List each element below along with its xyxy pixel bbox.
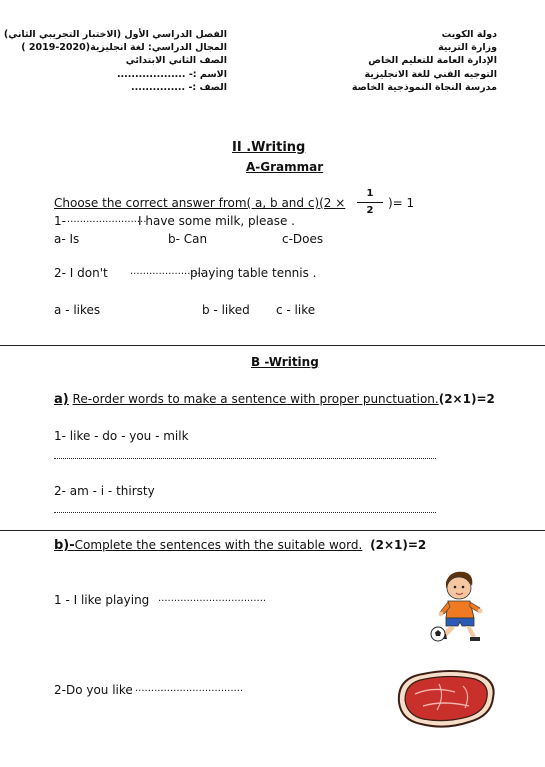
header-left-line: الفصل الدراسي الأول (الاختبار التجريبي الثاني): [3, 29, 227, 40]
grammar-instruction: Choose the correct answer from( a, b and c)(2 ×: [54, 196, 346, 210]
complete-q1: 1 - I like playing: [54, 593, 150, 607]
header-left-line: الصف الثاني الابتدائي: [125, 55, 227, 67]
reorder-q2: 2- am - i - thirsty: [54, 484, 155, 498]
q2-prefix: 2- I don't: [54, 266, 108, 280]
header-right-line: مدرسة النجاة النموذجية الخاصة: [351, 81, 497, 93]
header-right-line: الإدارة العامة للتعليم الخاص: [368, 55, 497, 67]
header-right-line: التوجيه الفني للغة الانجليزية: [364, 68, 497, 80]
reorder-score: (2×1)=2: [438, 392, 495, 406]
complete-instruction-line: [54, 538, 426, 553]
complete-q1-blank[interactable]: ..................................: [158, 593, 267, 604]
reorder-q1: 1- like - do - you - milk: [54, 429, 189, 443]
section-title: II .Writing: [232, 140, 306, 155]
q1-blank: .........................: [67, 214, 147, 225]
header-left-line: المجال الدراسي: لغة انجليزية(2020-2019 ): [21, 42, 227, 54]
steak-illustration: [393, 664, 499, 734]
section-divider: [0, 530, 545, 531]
q1-option-c[interactable]: c-Does: [282, 232, 324, 246]
q1-option-a[interactable]: a- Is: [54, 232, 80, 246]
complete-instruction: Complete the sentences with the suitable word.: [74, 538, 363, 552]
q1-prefix: 1-: [54, 214, 66, 228]
header-right-line: دولة الكويت: [441, 29, 497, 40]
answer-line-1[interactable]: [54, 458, 436, 459]
complete-q2: 2-Do you like: [54, 683, 133, 697]
answer-line-2[interactable]: [54, 512, 436, 513]
header-left-line: الاسم :- ...................: [116, 68, 227, 80]
q2-option-a[interactable]: a - likes: [54, 303, 101, 317]
q2-text: playing table tennis .: [190, 266, 317, 280]
reorder-instruction-line: [54, 392, 495, 407]
fraction-bar: [357, 202, 383, 203]
header-right-block: [322, 28, 497, 94]
header-left-line: الصف :- ...............: [131, 81, 227, 93]
q2-option-b[interactable]: b - liked: [202, 303, 250, 317]
complete-label: b)-: [54, 538, 75, 553]
complete-q2-blank[interactable]: ..................................: [135, 683, 244, 694]
q2-option-c[interactable]: c - like: [276, 303, 316, 317]
header-right-line: وزارة التربية: [438, 42, 497, 54]
complete-score: (2×1)=2: [370, 538, 427, 552]
q1-text: I have some milk, please .: [138, 214, 295, 228]
writing-title: B -Writing: [251, 355, 319, 369]
section-subtitle: A-Grammar: [246, 160, 324, 174]
fraction-numerator: 1: [366, 188, 374, 199]
section-divider: [0, 345, 545, 346]
q2-blank: .......................: [130, 266, 204, 277]
fraction-denominator: 2: [366, 205, 374, 216]
header-left-block: [3, 28, 227, 94]
reorder-label: a): [54, 392, 69, 407]
q1-option-b[interactable]: b- Can: [168, 232, 208, 246]
boy-soccer-illustration: [428, 568, 496, 648]
reorder-instruction: Re-order words to make a sentence with proper punctuation.: [72, 392, 439, 406]
grammar-score: )= 1: [388, 196, 415, 210]
